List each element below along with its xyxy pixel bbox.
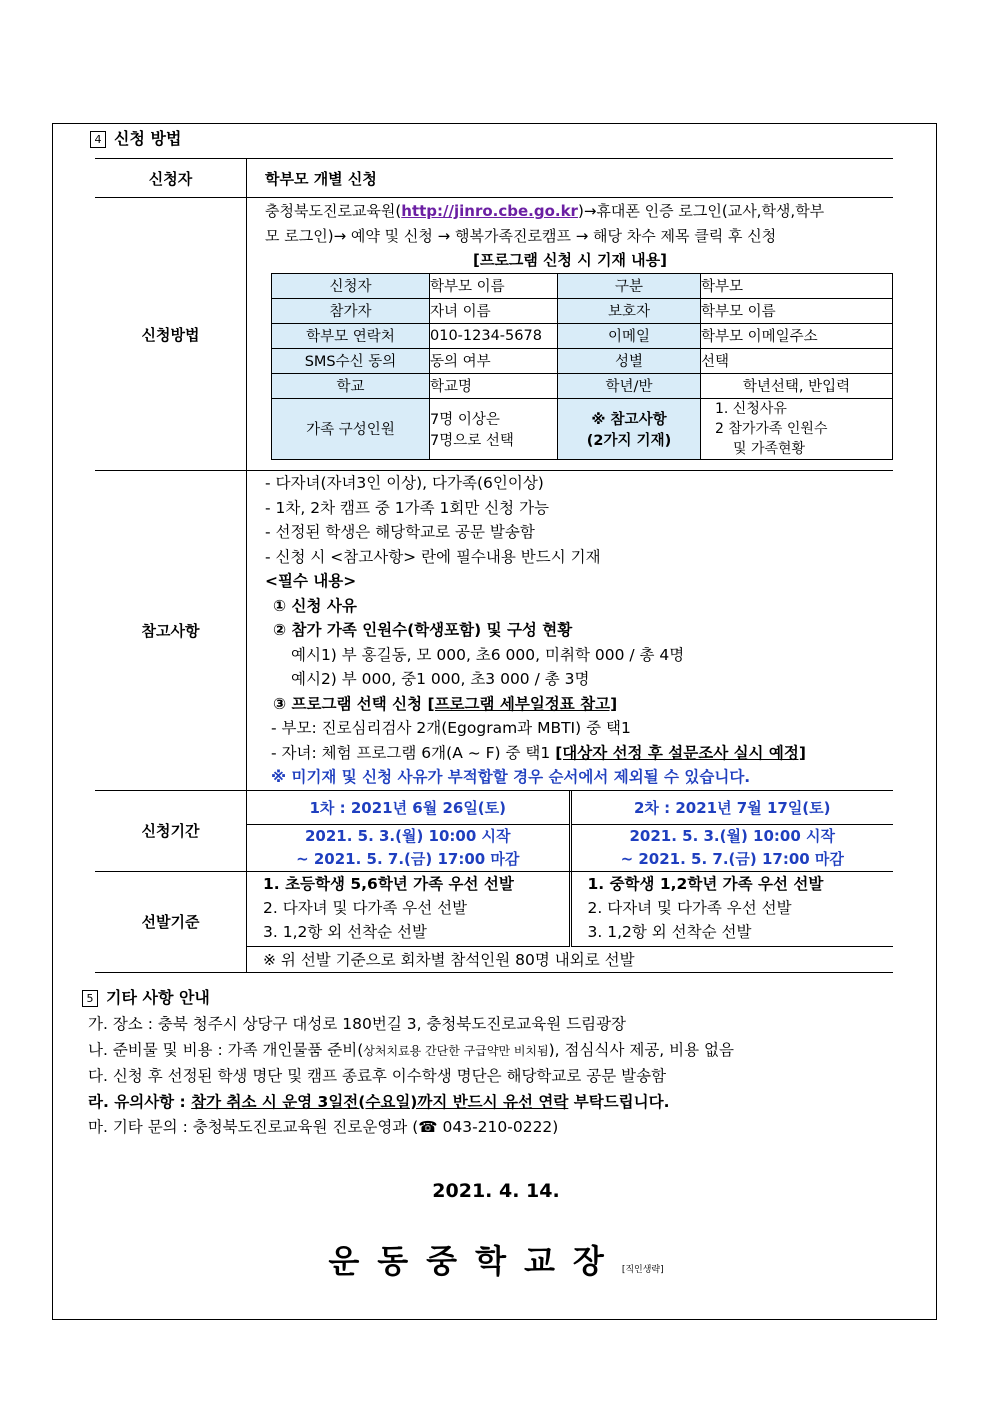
signature-text: 운동중학교장: [328, 1242, 622, 1280]
method-url-link[interactable]: http://jinro.cbe.go.kr: [401, 202, 578, 220]
applicant-label: 신청자: [95, 159, 247, 198]
form-label: SMS수신 동의: [272, 348, 430, 373]
method-line1-post: )→휴대폰 인증 로그인(교사,학생,학부: [577, 202, 825, 220]
other-caution: [88, 1090, 734, 1116]
section4-number: 4: [90, 131, 106, 148]
caution-main: 참가 취소 시 운영 3일전(수요일)까지 반드시 유선 연락: [191, 1092, 569, 1111]
form-value: 학년선택, 반입력: [701, 373, 893, 398]
criteria-b1: 1. 중학생 1,2학년 가족 우선 선발: [587, 874, 824, 893]
form-row: [272, 298, 893, 323]
form-label: 학교: [272, 373, 430, 398]
note-value-2: 2 참가가족 인원수: [715, 420, 828, 437]
child-option-note: [대상자 선정 후 설문조사 실시 예정]: [555, 743, 806, 762]
notes-label: 참고사항: [95, 471, 247, 791]
form-value: 학부모 이름: [701, 298, 893, 323]
criteria-round2: [570, 872, 893, 947]
form-value: 동의 여부: [430, 348, 558, 373]
form-label: 학부모 연락처: [272, 323, 430, 348]
contact-number: 043-210-0222): [437, 1118, 559, 1136]
form-label: 성별: [558, 348, 701, 373]
period-round2-end: ~ 2021. 5. 7.(금) 17:00 마감: [620, 849, 844, 868]
required-item-3-ref: [프로그램 세부일정표 참고]: [427, 694, 618, 713]
method-instructions: [247, 198, 893, 273]
seal-omitted-note: [직인생략]: [621, 1265, 664, 1275]
other-notice: 다. 신청 후 선정된 학생 명단 및 캠프 종료후 이수학생 명단은 해당학교로 공문 발송함: [88, 1067, 667, 1085]
period-round1-end: ~ 2021. 5. 7.(금) 17:00 마감: [296, 849, 520, 868]
form-label: 참가자: [272, 298, 430, 323]
caution-post: 부탁드립니다.: [568, 1092, 670, 1111]
period-cell: [247, 790, 894, 871]
note-label-2: (2가지 기재): [586, 432, 672, 449]
form-value: 학부모: [701, 273, 893, 298]
form-label: 신청자: [272, 273, 430, 298]
signature: [0, 1236, 992, 1282]
form-value: 학부모 이름: [430, 273, 558, 298]
method-line2: 모 로그인)→ 예약 및 신청 → 행복가족진로캠프 → 해당 차수 제목 클릭 후 신청: [265, 226, 777, 245]
criteria-label: 선발기준: [95, 871, 247, 972]
other-contact: [88, 1115, 734, 1141]
note-label-1: ※ 참고사항: [591, 411, 667, 428]
form-fields-table: [271, 273, 893, 460]
form-row: [272, 323, 893, 348]
section4-title: [90, 126, 181, 149]
form-row: [272, 348, 893, 373]
criteria-b3: 3. 1,2항 외 선착순 선발: [587, 922, 752, 941]
period-round2-start: 2021. 5. 3.(월) 10:00 시작: [629, 826, 836, 845]
other-info: [88, 1012, 734, 1141]
required-item-3: ③ 프로그램 선택 신청: [273, 694, 428, 713]
form-label: 학년/반: [558, 373, 701, 398]
criteria-b2: 2. 다자녀 및 다가족 우선 선발: [587, 898, 792, 917]
notes-cell: [247, 471, 894, 791]
form-value: 학교명: [430, 373, 558, 398]
child-option: - 자녀: 체험 프로그램 6개(A ~ F) 중 택1: [271, 743, 556, 762]
form-value: 010-1234-5678: [430, 323, 558, 348]
form-label: 이메일: [558, 323, 701, 348]
criteria-a1: 1. 초등학생 5,6학년 가족 우선 선발: [263, 874, 514, 893]
criteria-cell: [247, 871, 894, 972]
other-place: 가. 장소 : 충북 청주시 상당구 대성로 180번길 3, 충청북도진로교육원 드림광장: [88, 1015, 627, 1033]
application-table: [95, 158, 893, 973]
notes-line: - 다자녀(자녀3인 이상), 다가족(6인이상): [265, 474, 544, 492]
notes-line: - 선정된 학생은 해당학교로 공문 발송함: [265, 523, 535, 541]
criteria-a3: 3. 1,2항 외 선착순 선발: [263, 922, 427, 941]
supplies-pre: 나. 준비물 및 비용 : 가족 개인물품 준비(: [88, 1040, 364, 1059]
note-label: [558, 398, 701, 459]
criteria-table: [247, 872, 893, 972]
note-value: [701, 398, 893, 459]
caution-pre: 라. 유의사항 :: [88, 1092, 192, 1111]
section5-title: [82, 985, 210, 1008]
form-value: 학부모 이메일주소: [701, 323, 893, 348]
other-supplies: [88, 1038, 734, 1065]
required-item-1: ① 신청 사유: [273, 596, 357, 615]
family-value-2: 7명으로 선택: [430, 432, 514, 449]
form-row: [272, 373, 893, 398]
criteria-a2: 2. 다자녀 및 다가족 우선 선발: [263, 898, 468, 917]
family-value-1: 7명 이상은: [430, 411, 500, 428]
criteria-round1: [247, 872, 570, 947]
period-round2-dates: [570, 824, 893, 871]
notes-line: - 신청 시 <참고사항> 란에 필수내용 반드시 기재: [265, 547, 601, 566]
required-item-2: ② 참가 가족 인원수(학생포함) 및 구성 현황: [273, 621, 573, 639]
contact-pre: 마. 기타 문의 : 충청북도진로교육원 진로운영과 (: [88, 1118, 419, 1136]
form-label: 구분: [558, 273, 701, 298]
period-round1-dates: [247, 824, 570, 871]
exclusion-warning: ※ 미기재 및 신청 사유가 부적합할 경우 순서에서 제외될 수 있습니다.: [271, 768, 751, 786]
form-value: 자녀 이름: [430, 298, 558, 323]
supplies-note: 상처치료용 간단한 구급약만 비치됨: [363, 1043, 549, 1058]
period-label: 신청기간: [95, 790, 247, 871]
note-value-1: 1. 신청사유: [715, 400, 787, 417]
form-value: 선택: [701, 348, 893, 373]
phone-icon: ☎: [418, 1118, 438, 1136]
method-label: 신청방법: [95, 198, 247, 471]
period-round2-title: 2차 : 2021년 7월 17일(토): [570, 791, 893, 825]
notes-line: - 1차, 2차 캠프 중 1가족 1회만 신청 가능: [265, 498, 550, 517]
period-round1-title: 1차 : 2021년 6월 26일(토): [247, 791, 570, 825]
note-value-3: 및 가족현황: [733, 440, 806, 457]
form-row: [272, 273, 893, 298]
form-row-family: [272, 398, 893, 459]
period-table: [247, 791, 893, 871]
example-2: 예시2) 부 000, 중1 000, 초3 000 / 총 3명: [291, 670, 590, 688]
method-cell: [247, 198, 894, 471]
section5-number: 5: [82, 990, 98, 1007]
criteria-footer: ※ 위 선발 기준으로 회차별 참석인원 80명 내외로 선발: [263, 951, 635, 969]
document-date: 2021. 4. 14.: [432, 1180, 560, 1202]
supplies-post: ), 점심식사 제공, 비용 없음: [548, 1040, 734, 1059]
applicant-value: 학부모 개별 신청: [247, 159, 894, 198]
form-label: 보호자: [558, 298, 701, 323]
example-1: 예시1) 부 홍길동, 모 000, 초6 000, 미취학 000 / 총 4명: [291, 645, 685, 664]
period-round1-start: 2021. 5. 3.(월) 10:00 시작: [304, 826, 511, 845]
required-heading: <필수 내용>: [265, 572, 357, 590]
parent-option: - 부모: 진로심리검사 2개(Egogram과 MBTI) 중 택1: [271, 719, 631, 737]
section5-title-text: 기타 사항 안내: [106, 988, 210, 1007]
family-label: 가족 구성인원: [272, 398, 430, 459]
section4-title-text: 신청 방법: [114, 129, 182, 148]
method-subtitle: [프로그램 신청 시 기재 내용]: [473, 251, 667, 269]
method-line1-pre: 충청북도진로교육원(: [265, 202, 402, 220]
family-value: [430, 398, 558, 459]
